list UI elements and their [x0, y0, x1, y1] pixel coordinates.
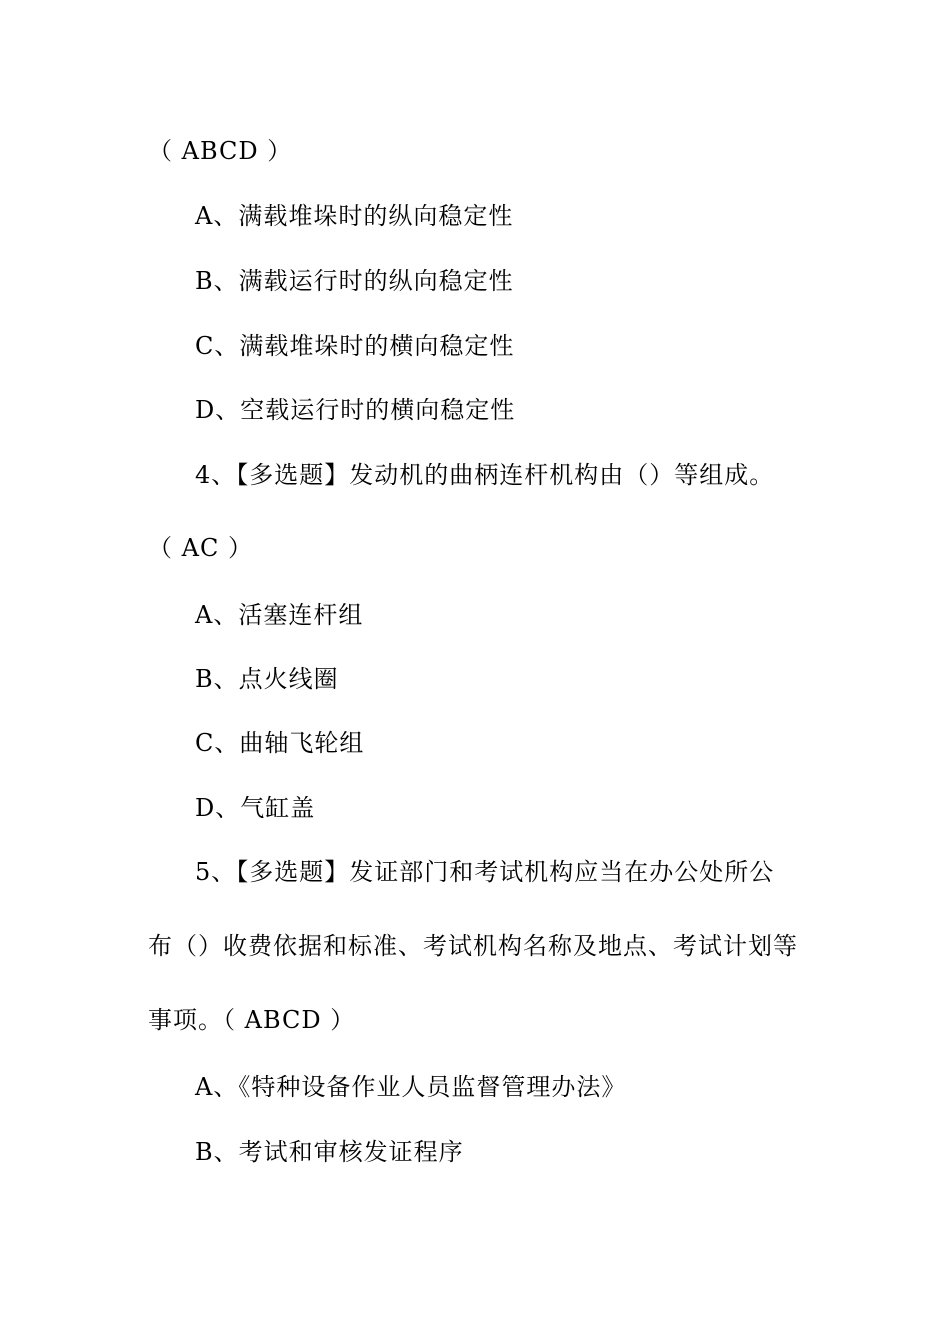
q5-question-line-3: 事项。（ ABCD ） — [148, 1006, 356, 1034]
q4-question: 4、【多选题】发动机的曲柄连杆机构由（）等组成。 — [195, 461, 775, 489]
q5-question-line-2: 布（）收费依据和标准、考试机构名称及地点、考试计划等 — [148, 932, 798, 960]
q4-option-a: A、活塞连杆组 — [195, 601, 364, 629]
q4-option-c: C、曲轴飞轮组 — [195, 729, 365, 757]
q4-option-d: D、气缸盖 — [195, 794, 316, 822]
q4-answer: （ AC ） — [148, 534, 253, 562]
q3-answer: （ ABCD ） — [148, 137, 293, 165]
q3-option-a: A、满载堆垛时的纵向稳定性 — [195, 202, 514, 230]
q5-question-line-1: 5、【多选题】发证部门和考试机构应当在办公处所公 — [195, 858, 775, 886]
q3-option-c: C、满载堆垛时的横向稳定性 — [195, 332, 515, 360]
q4-option-b: B、点火线圈 — [195, 665, 339, 693]
q5-option-a: A、《特种设备作业人员监督管理办法》 — [195, 1073, 627, 1101]
q3-option-b: B、满载运行时的纵向稳定性 — [195, 267, 514, 295]
q5-option-b: B、考试和审核发证程序 — [195, 1138, 464, 1166]
q3-option-d: D、空载运行时的横向稳定性 — [195, 396, 516, 424]
